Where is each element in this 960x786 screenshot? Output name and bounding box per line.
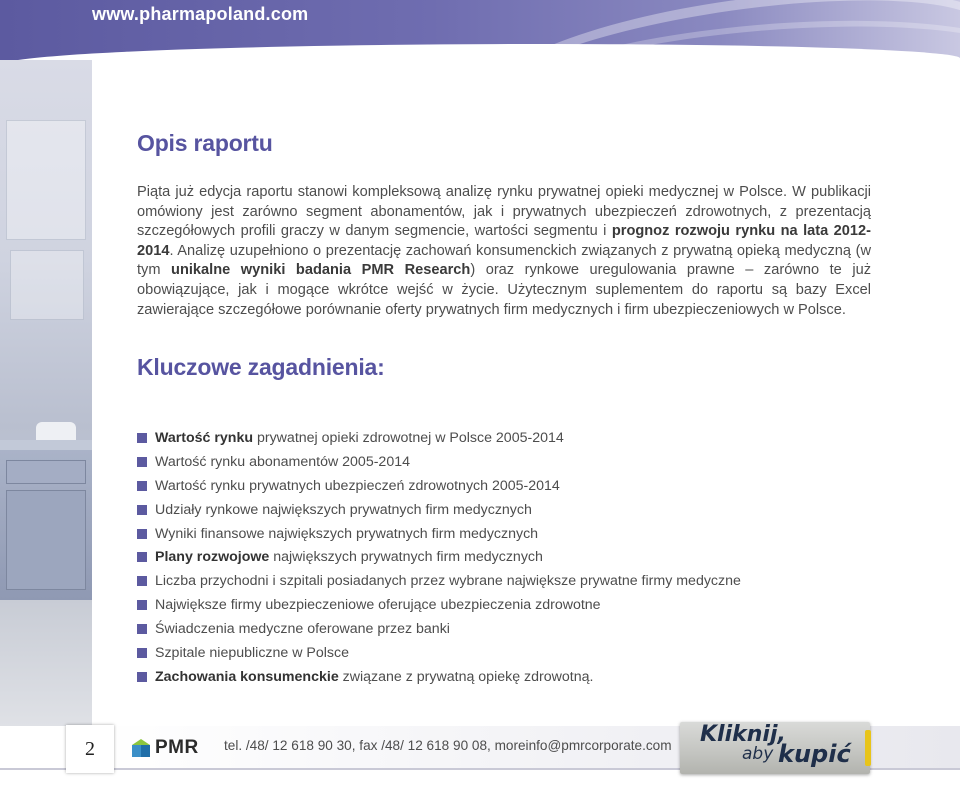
section-title: Kluczowe zagadnienia: bbox=[137, 354, 385, 381]
list-item-text: Wartość rynku prywatnych ubezpieczeń zdrowotnych 2005-2014 bbox=[155, 477, 560, 494]
page-title: Opis raportu bbox=[137, 130, 273, 156]
list-item-text: Świadczenia medyczne oferowane przez banki bbox=[155, 621, 450, 638]
list-item bbox=[137, 547, 741, 571]
key-topics-list bbox=[137, 428, 741, 691]
list-item bbox=[137, 476, 741, 500]
bullet-square-icon bbox=[137, 529, 147, 539]
description-bold-2: unikalne wyniki badania PMR Research bbox=[171, 262, 471, 279]
list-item bbox=[137, 428, 741, 452]
bullet-square-icon bbox=[137, 648, 147, 658]
report-description bbox=[137, 183, 871, 320]
description-part-2: . Analizę uzupełniono o prezentację zachowań konsumenckich związanych z prywatną opieką medyczną (w tym bbox=[137, 242, 871, 279]
list-item-bold: Wartość rynku bbox=[155, 430, 254, 446]
site-url-link[interactable]: www.pharmapoland.com bbox=[92, 4, 309, 24]
bullet-square-icon bbox=[137, 481, 147, 491]
contact-info: tel. /48/ 12 618 90 30, fax /48/ 12 618 90 08, moreinfo@pmrcorporate.com bbox=[224, 738, 672, 753]
bullet-square-icon bbox=[137, 624, 147, 634]
description-bold-1: prognoz rozwoju rynku na lata 2012-2014 bbox=[137, 223, 871, 259]
list-item-text: Liczba przychodni i szpitali posiadanych przez wybrane największe prywatne firmy medyczne bbox=[155, 573, 741, 590]
buy-button-line2: aby bbox=[742, 744, 774, 764]
photo-wall-panel-2 bbox=[10, 250, 84, 320]
list-item-text: związane z prywatną opiekę zdrowotną. bbox=[338, 668, 594, 685]
bullet-square-icon bbox=[137, 457, 147, 467]
pmr-cube-icon bbox=[132, 739, 150, 757]
list-item bbox=[137, 595, 741, 619]
buy-button-line1: Kliknij, bbox=[700, 722, 786, 747]
bullet-square-icon bbox=[137, 552, 147, 562]
pmr-logo-text: PMR bbox=[155, 737, 199, 758]
list-item-text: Szpitale niepubliczne w Polsce bbox=[155, 645, 350, 662]
page-number: 2 bbox=[66, 725, 114, 773]
bullet-square-icon bbox=[137, 433, 147, 443]
list-item bbox=[137, 619, 741, 643]
photo-door bbox=[6, 490, 86, 590]
list-item bbox=[137, 571, 741, 595]
photo-phone bbox=[36, 422, 76, 442]
list-item bbox=[137, 667, 741, 691]
list-item bbox=[137, 643, 741, 667]
list-item-text: Udziały rynkowe największych prywatnych firm medycznych bbox=[155, 501, 532, 518]
pmr-logo[interactable] bbox=[132, 737, 199, 759]
list-item bbox=[137, 500, 741, 524]
list-item-text: Wyniki finansowe największych prywatnych firm medycznych bbox=[155, 525, 539, 542]
list-item-text: prywatnej opieki zdrowotnej w Polsce 2005-2014 bbox=[253, 430, 564, 446]
list-item-text: Wartość rynku abonamentów 2005-2014 bbox=[155, 453, 410, 470]
list-item-text: Największe firmy ubezpieczeniowe oferujące ubezpieczenia zdrowotne bbox=[155, 597, 601, 614]
list-item bbox=[137, 524, 741, 548]
list-item-bold: Plany rozwojowe bbox=[155, 549, 270, 566]
list-item-text: największych prywatnych firm medycznych bbox=[269, 549, 543, 566]
description-part-1: Piąta już edycja raportu stanowi kompleksową analizę rynku prywatnej opieki medycznej w Polsce. W publikacji omówiony jest zarówno segment abonamentów, jak i prywatnych ubezpieczeń zdrowotnych, z prezentacją szczegółowych profili graczy w danym segmencie, wartości segmentu i bbox=[137, 184, 871, 240]
photo-floor bbox=[0, 600, 92, 726]
buy-button-line3: kupić bbox=[778, 740, 851, 768]
photo-drawer bbox=[6, 460, 86, 484]
list-item bbox=[137, 452, 741, 476]
header-curve bbox=[0, 44, 960, 84]
buy-button-accent-stripe bbox=[865, 730, 871, 766]
hospital-room-photo bbox=[0, 60, 92, 726]
buy-button[interactable] bbox=[680, 722, 870, 774]
bullet-square-icon bbox=[137, 576, 147, 586]
bullet-square-icon bbox=[137, 505, 147, 515]
photo-wall-panel bbox=[6, 120, 86, 240]
main-content bbox=[137, 130, 871, 381]
bullet-square-icon bbox=[137, 600, 147, 610]
bullet-square-icon bbox=[137, 672, 147, 682]
description-part-3: ) oraz rynkowe uregulowania prawne – zarówno te już obowiązujące, jak i mogące wkrótce wejść w życie. Użytecznym suplementem do raportu są bazy Excel zawierające szczegółowe porównanie oferty prywatnych firm medycznych i firm ubezpieczeniowych w Polsce. bbox=[137, 262, 871, 318]
list-item-bold: Zachowania konsumenckie bbox=[155, 668, 339, 685]
